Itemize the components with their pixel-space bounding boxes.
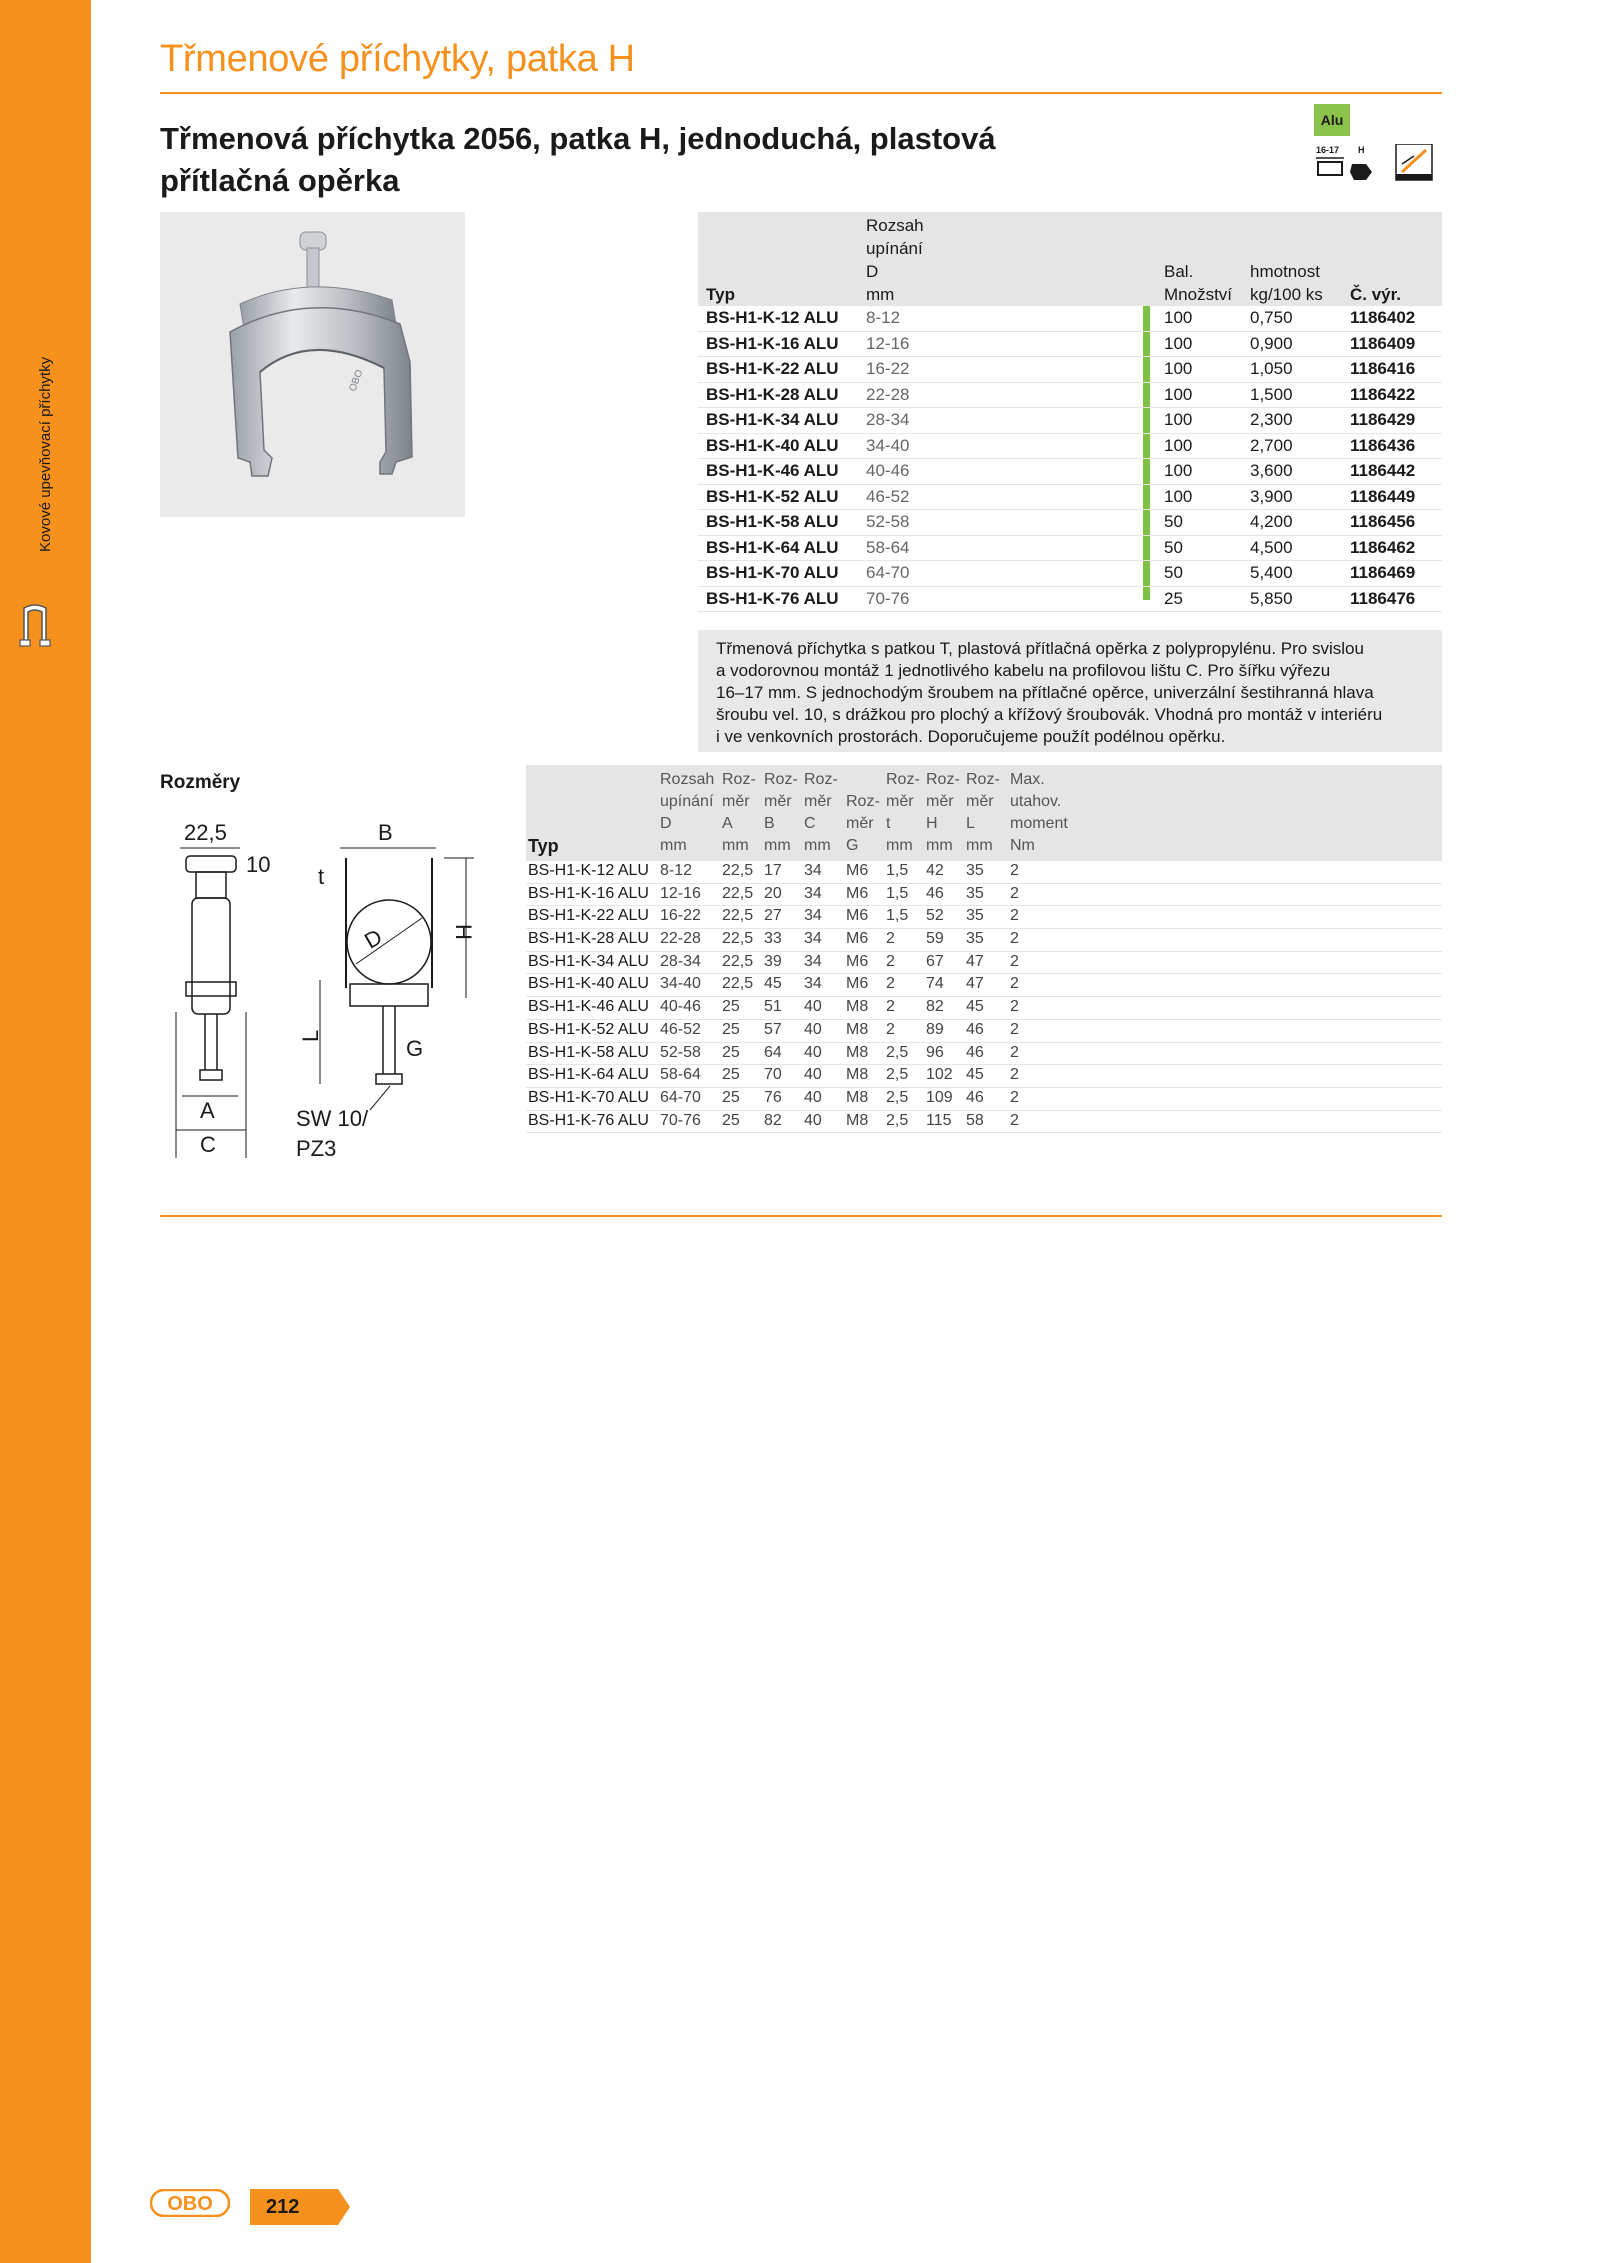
- dim-header-col: Roz- měr B mm: [764, 771, 798, 854]
- dim-cell: 25: [722, 1020, 740, 1038]
- dim-cell: 2: [886, 952, 895, 970]
- dim-cell: 40: [804, 1111, 822, 1129]
- table-row: [526, 906, 1442, 929]
- dim-cell: 8-12: [660, 862, 693, 879]
- table-row: [526, 1065, 1442, 1088]
- cell-weight: 2,700: [1250, 435, 1293, 455]
- dim-cell: 52: [926, 907, 944, 925]
- cell-type: BS-H1-K-22 ALU: [706, 359, 839, 378]
- table-row: [698, 561, 1442, 587]
- page-number-tab: [250, 2189, 350, 2225]
- test-certificate-icon: [1396, 144, 1432, 180]
- dim-cell: 20: [764, 884, 782, 902]
- cell-article: 1186476: [1350, 588, 1416, 608]
- dim-cell: 46-52: [660, 1020, 701, 1038]
- dim-cell: BS-H1-K-58 ALU: [528, 1043, 649, 1061]
- dim-cell: 82: [926, 998, 944, 1016]
- dim-cell: 2: [1010, 884, 1019, 902]
- cell-qty: 100: [1164, 308, 1193, 327]
- header-weight: hmotnost kg/100 ks: [1250, 262, 1323, 304]
- dim-cell: 33: [764, 930, 782, 948]
- dim-cell: 2: [1010, 952, 1019, 970]
- cell-type: BS-H1-K-70 ALU: [706, 563, 839, 582]
- header-type: Typ: [706, 285, 735, 304]
- product-title-line2: přítlačná opěrka: [160, 163, 400, 198]
- table-row: [526, 884, 1442, 907]
- dim-cell: 2: [1010, 1020, 1019, 1038]
- table-row: [698, 536, 1442, 562]
- cell-range: 70-76: [866, 588, 910, 608]
- dim-cell: M8: [846, 1043, 869, 1061]
- dim-cell: BS-H1-K-52 ALU: [528, 1020, 649, 1038]
- cell-type: BS-H1-K-34 ALU: [706, 410, 839, 429]
- dim-cell: 70: [764, 1066, 782, 1084]
- cell-weight: 2,300: [1250, 410, 1293, 429]
- dim-cell: BS-H1-K-16 ALU: [528, 884, 649, 902]
- cell-qty: 100: [1164, 384, 1193, 404]
- cell-weight: 1,500: [1250, 384, 1293, 404]
- dim-cell: 35: [966, 907, 984, 925]
- dimension-table: [526, 765, 1442, 1133]
- product-description: Třmenová příchytka s patkou T, plastová přítlačná opěrka z polypropylénu. Pro svislou a vodorovnou montáž 1 jednotlivého kabelu na profilovou lištu C. Pro šířku výřezu 16–17 mm. S jednochodým šroubem na přítlačné opěrce, univerzální šestihranná hlava šroubu vel. 10, s drážkou pro plochý a křížový šroubovák. Vhodná pro montáž v interiéru i ve venkovních prostorách. Doporučujeme použít podélnou opěrku.: [698, 630, 1442, 752]
- dim-d-label: D: [360, 923, 387, 954]
- cell-range: 16-22: [866, 359, 910, 378]
- dim-cell: 74: [926, 975, 944, 993]
- dim-header-col: Roz- měr C mm: [804, 771, 838, 854]
- cell-range: 12-16: [866, 333, 910, 353]
- page-title: Třmenové příchytky, patka H: [160, 38, 635, 80]
- dim-cell: 46: [966, 1020, 984, 1038]
- table-row: [526, 1111, 1442, 1134]
- dim-cell: 1,5: [886, 884, 909, 902]
- obo-logo: [150, 2189, 230, 2217]
- dim-header-col: Roz- měr A mm: [722, 771, 756, 854]
- property-icons: [1314, 144, 1444, 184]
- dim-cell: 2: [1010, 1043, 1019, 1061]
- dim-cell: 17: [764, 862, 782, 879]
- table-row: [526, 952, 1442, 975]
- dimension-drawing: [160, 812, 500, 1172]
- dim-ten-label: 10: [246, 852, 271, 877]
- table-row: [526, 929, 1442, 952]
- dim-cell: 89: [926, 1020, 944, 1038]
- cell-weight: 4,200: [1250, 512, 1293, 531]
- dim-cell: 40: [804, 1020, 822, 1038]
- dim-cell: 2,5: [886, 1066, 909, 1084]
- table-row: [698, 332, 1442, 358]
- cell-qty: 25: [1164, 588, 1183, 608]
- dim-cell: BS-H1-K-64 ALU: [528, 1066, 649, 1084]
- cell-article: 1186436: [1350, 435, 1416, 455]
- cell-weight: 3,900: [1250, 486, 1293, 506]
- table-row: [526, 861, 1442, 884]
- dim-cell: 40-46: [660, 998, 701, 1016]
- dim-cell: 25: [722, 1111, 740, 1129]
- table-row: [698, 408, 1442, 434]
- dim-cell: 64-70: [660, 1088, 701, 1106]
- cell-qty: 50: [1164, 512, 1183, 531]
- cell-qty: 50: [1164, 563, 1183, 582]
- dim-cell: M8: [846, 1088, 869, 1106]
- cell-qty: 100: [1164, 410, 1193, 429]
- dim-cell: 2: [1010, 975, 1019, 993]
- cell-article: 1186409: [1350, 333, 1416, 353]
- dim-cell: 40: [804, 1088, 822, 1106]
- cell-weight: 5,850: [1250, 588, 1293, 608]
- dim-cell: 2: [886, 1020, 895, 1038]
- dim-cell: M8: [846, 998, 869, 1016]
- dim-c-label: C: [200, 1132, 216, 1157]
- product-table-body: [698, 306, 1442, 612]
- bottom-divider: [160, 1215, 1442, 1217]
- cell-range: 34-40: [866, 435, 910, 455]
- dim-cell: 27: [764, 907, 782, 925]
- table-row: [698, 459, 1442, 485]
- dim-cell: M8: [846, 1111, 869, 1129]
- dim-cell: BS-H1-K-34 ALU: [528, 952, 649, 970]
- dim-cell: 2,5: [886, 1111, 909, 1129]
- dim-cell: 40: [804, 998, 822, 1016]
- dim-cell: 46: [966, 1043, 984, 1061]
- cell-type: BS-H1-K-58 ALU: [706, 512, 839, 531]
- dim-pz-label: PZ3: [296, 1136, 337, 1161]
- header-article: Č. výr.: [1350, 285, 1402, 304]
- dim-cell: 45: [966, 1066, 984, 1084]
- dim-cell: 34: [804, 907, 822, 925]
- cell-article: 1186422: [1350, 384, 1416, 404]
- cell-weight: 3,600: [1250, 461, 1293, 480]
- dim-cell: 35: [966, 862, 984, 879]
- table-row: [526, 1043, 1442, 1066]
- cell-article: 1186429: [1350, 410, 1416, 429]
- dim-cell: 22,5: [722, 975, 754, 993]
- dim-g-label: G: [406, 1036, 424, 1061]
- table-row: [698, 587, 1442, 613]
- table-row: [526, 1088, 1442, 1111]
- dim-cell: 2: [1010, 1088, 1019, 1106]
- dimensions-title: Rozměry: [160, 772, 241, 793]
- dim-cell: 2: [886, 930, 895, 948]
- product-table: [698, 212, 1442, 612]
- dim-cell: 22,5: [722, 930, 754, 948]
- cell-type: BS-H1-K-52 ALU: [706, 486, 839, 506]
- cell-range: 22-28: [866, 384, 910, 404]
- title-divider: [160, 92, 1442, 94]
- dim-cell: 70-76: [660, 1111, 701, 1129]
- dim-cell: 45: [966, 998, 984, 1016]
- dim-cell: M6: [846, 952, 869, 970]
- dim-cell: 25: [722, 1043, 740, 1061]
- cell-article: 1186442: [1350, 461, 1416, 480]
- dim-cell: 96: [926, 1043, 944, 1061]
- table-row: [526, 997, 1442, 1020]
- cell-range: 28-34: [866, 410, 910, 429]
- cell-range: 58-64: [866, 537, 910, 557]
- product-title-line1: Třmenová příchytka 2056, patka H, jednoduchá, plastová: [160, 121, 996, 156]
- cell-article: 1186449: [1350, 486, 1416, 506]
- dim-header-col: Typ: [528, 836, 559, 856]
- cell-type: BS-H1-K-46 ALU: [706, 461, 839, 480]
- cell-weight: 0,900: [1250, 333, 1293, 353]
- cell-article: 1186456: [1350, 512, 1416, 531]
- cell-weight: 0,750: [1250, 308, 1293, 327]
- dim-cell: 115: [926, 1111, 952, 1129]
- cell-weight: 4,500: [1250, 537, 1293, 557]
- svg-text:OBO: OBO: [167, 2193, 213, 2215]
- dim-cell: 35: [966, 884, 984, 902]
- dim-cell: 40: [804, 1043, 822, 1061]
- clip-illustration: [160, 212, 465, 517]
- dim-cell: 22,5: [722, 862, 754, 879]
- dim-header-col: Rozsah upínání D mm: [660, 771, 715, 854]
- dim-cell: M8: [846, 1020, 869, 1038]
- table-row: [698, 434, 1442, 460]
- dim-cell: 35: [966, 930, 984, 948]
- dim-cell: 22,5: [722, 884, 754, 902]
- dim-cell: 2: [886, 975, 895, 993]
- cell-range: 46-52: [866, 486, 910, 506]
- svg-text:OBO: OBO: [347, 368, 366, 394]
- table-row: [698, 306, 1442, 332]
- dimension-table-body: [526, 861, 1442, 1133]
- dim-cell: 58: [966, 1111, 984, 1129]
- dim-cell: M6: [846, 907, 869, 925]
- dim-cell: M6: [846, 930, 869, 948]
- dim-b-label: B: [378, 820, 393, 845]
- cell-range: 64-70: [866, 563, 910, 582]
- dim-cell: M6: [846, 862, 869, 879]
- dim-cell: BS-H1-K-70 ALU: [528, 1088, 649, 1106]
- product-table-header: [698, 212, 1442, 306]
- dim-cell: 51: [764, 998, 782, 1016]
- foot-h-icon: [1350, 164, 1372, 180]
- dim-cell: 34: [804, 952, 822, 970]
- dim-header-col: Roz- měr t mm: [886, 771, 920, 854]
- cell-type: BS-H1-K-64 ALU: [706, 537, 839, 557]
- dim-cell: 2: [1010, 1066, 1019, 1084]
- dim-cell: 46: [926, 884, 944, 902]
- dim-cell: BS-H1-K-76 ALU: [528, 1111, 649, 1129]
- dim-cell: 34: [804, 930, 822, 948]
- dim-cell: 2: [1010, 907, 1019, 925]
- sidebar: [0, 0, 91, 2263]
- cell-type: BS-H1-K-28 ALU: [706, 384, 839, 404]
- dim-cell: 102: [926, 1066, 953, 1084]
- dim-cell: BS-H1-K-46 ALU: [528, 998, 649, 1016]
- cell-article: 1186416: [1350, 359, 1416, 378]
- slot-icon: [1316, 158, 1344, 175]
- table-row: [698, 485, 1442, 511]
- cell-range: 52-58: [866, 512, 910, 531]
- dim-cell: BS-H1-K-12 ALU: [528, 862, 649, 879]
- dim-cell: BS-H1-K-40 ALU: [528, 975, 649, 993]
- dim-cell: 34: [804, 884, 822, 902]
- cell-weight: 5,400: [1250, 563, 1293, 582]
- dim-cell: 39: [764, 952, 782, 970]
- dim-cell: 2: [886, 998, 895, 1016]
- dim-width-label: 22,5: [184, 820, 227, 845]
- table-row: [698, 357, 1442, 383]
- dim-cell: 52-58: [660, 1043, 701, 1061]
- dim-cell: 2,5: [886, 1043, 909, 1061]
- dim-cell: 40: [804, 1066, 822, 1084]
- dim-cell: 1,5: [886, 862, 909, 879]
- cell-range: 8-12: [866, 308, 901, 327]
- cell-article: 1186469: [1350, 563, 1416, 582]
- cell-article: 1186462: [1350, 537, 1416, 557]
- cell-qty: 100: [1164, 461, 1193, 480]
- table-row: [526, 974, 1442, 997]
- cell-qty: 100: [1164, 435, 1193, 455]
- cell-range: 40-46: [866, 461, 910, 480]
- cell-type: BS-H1-K-16 ALU: [706, 333, 839, 353]
- cell-weight: 1,050: [1250, 359, 1293, 378]
- dim-cell: 34-40: [660, 975, 701, 993]
- dim-cell: 22,5: [722, 907, 754, 925]
- dim-header-col: Max. utahov. moment Nm: [1010, 771, 1068, 854]
- dim-cell: 34: [804, 862, 822, 879]
- table-row: [526, 1020, 1442, 1043]
- dim-cell: 64: [764, 1043, 782, 1061]
- dim-cell: 57: [764, 1020, 782, 1038]
- dim-cell: 58-64: [660, 1066, 701, 1084]
- dimension-table-header: [526, 765, 1442, 861]
- product-title: [160, 118, 1060, 202]
- dim-cell: M8: [846, 1066, 869, 1084]
- dim-cell: M6: [846, 884, 869, 902]
- dim-sw-label: SW 10/: [296, 1106, 369, 1131]
- dim-header-col: Roz- měr L mm: [966, 771, 1000, 854]
- dim-cell: 2: [1010, 930, 1019, 948]
- table-row: [698, 510, 1442, 536]
- dim-cell: M6: [846, 975, 869, 993]
- table-row: [698, 383, 1442, 409]
- dim-t-label: t: [318, 864, 325, 889]
- dim-cell: 109: [926, 1088, 953, 1106]
- header-range: Rozsah upínání D mm: [866, 216, 924, 304]
- dim-cell: 1,5: [886, 907, 909, 925]
- dim-l-label: L: [298, 1029, 323, 1042]
- dim-cell: 22,5: [722, 952, 754, 970]
- dim-h-label: H: [451, 924, 476, 940]
- dim-cell: 2,5: [886, 1088, 909, 1106]
- sidebar-section-label: Kovové upevňovací příchytky: [37, 356, 54, 552]
- dim-cell: 42: [926, 862, 944, 879]
- dim-cell: 47: [966, 975, 984, 993]
- dim-cell: 28-34: [660, 952, 701, 970]
- dim-cell: BS-H1-K-28 ALU: [528, 930, 649, 948]
- foot-type-label: H: [1358, 145, 1365, 155]
- dim-cell: 2: [1010, 862, 1019, 879]
- product-photo: [160, 212, 465, 517]
- cell-qty: 100: [1164, 359, 1193, 378]
- dim-cell: 25: [722, 1088, 740, 1106]
- dim-cell: 25: [722, 998, 740, 1016]
- cell-qty: 50: [1164, 537, 1183, 557]
- material-badge: Alu: [1314, 104, 1350, 136]
- slot-width-label: 16-17: [1316, 145, 1340, 155]
- page-number: 212: [266, 2196, 300, 2218]
- dim-cell: 25: [722, 1066, 740, 1084]
- dim-a-label: A: [200, 1098, 215, 1123]
- dim-cell: 82: [764, 1111, 782, 1129]
- dim-cell: BS-H1-K-22 ALU: [528, 907, 649, 925]
- cell-article: 1186402: [1350, 308, 1416, 327]
- cell-type: BS-H1-K-40 ALU: [706, 435, 839, 455]
- cell-qty: 100: [1164, 333, 1193, 353]
- dim-cell: 2: [1010, 1111, 1019, 1129]
- dim-cell: 12-16: [660, 884, 701, 902]
- dim-header-col: Roz- měr G: [846, 793, 880, 854]
- header-pack: Bal. Množství: [1164, 262, 1233, 304]
- dim-cell: 67: [926, 952, 944, 970]
- dim-header-col: Roz- měr H mm: [926, 771, 960, 854]
- cell-type: BS-H1-K-76 ALU: [706, 588, 839, 608]
- cell-qty: 100: [1164, 486, 1193, 506]
- dim-cell: 76: [764, 1088, 782, 1106]
- dim-cell: 46: [966, 1088, 984, 1106]
- dim-cell: 2: [1010, 998, 1019, 1016]
- dim-cell: 45: [764, 975, 782, 993]
- dim-cell: 47: [966, 952, 984, 970]
- cell-type: BS-H1-K-12 ALU: [706, 308, 839, 327]
- dim-cell: 59: [926, 930, 944, 948]
- dim-cell: 34: [804, 975, 822, 993]
- dim-cell: 16-22: [660, 907, 701, 925]
- clip-icon: [18, 600, 52, 650]
- dim-cell: 22-28: [660, 930, 701, 948]
